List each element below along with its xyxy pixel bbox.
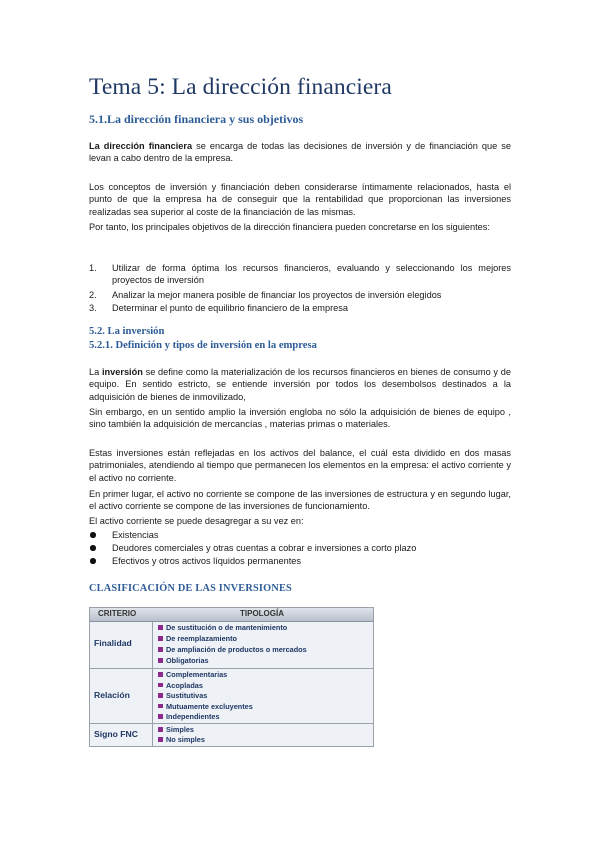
row-label: Signo FNC	[94, 729, 138, 739]
table-row-relacion	[90, 669, 373, 724]
list-text: Determinar el punto de equilibrio financiero de la empresa	[112, 303, 348, 313]
bullet-text: Deudores comerciales y otras cuentas a cobrar e inversiones a corto plazo	[112, 543, 417, 553]
item-text: Complementarias	[166, 670, 228, 679]
square-bullet-icon	[158, 647, 163, 652]
paragraph-text: se define como la materialización de los recursos financieros en bienes de consumo y de equipo. En sentido estricto, se entiende inversión por todos los desembolsos destinados a la adquisición de bienes de inmovilizado,	[89, 367, 511, 402]
table-row-finalidad	[90, 622, 373, 669]
square-bullet-icon	[158, 714, 163, 719]
row-items	[152, 669, 374, 723]
page-title: Tema 5: La dirección financiera	[89, 74, 392, 100]
item-text: Acopladas	[166, 680, 203, 690]
paragraph-text: se encarga de todas las decisiones de inversión y de financiación que se levan a cabo dentro de la empresa.	[89, 141, 511, 164]
bold-term: La dirección financiera	[89, 141, 193, 151]
paragraph-objetivos-intro: Por tanto, los principales objetivos de la dirección financiera pueden concretarse en los siguientes:	[89, 222, 490, 232]
bullet-icon	[90, 558, 96, 564]
item-text: Obligatorias	[166, 656, 209, 665]
square-bullet-icon	[158, 727, 163, 732]
square-bullet-icon	[158, 625, 163, 630]
classification-table	[89, 607, 374, 747]
square-bullet-icon	[158, 693, 163, 698]
bullet-text: Efectivos y otros activos líquidos permanentes	[112, 556, 301, 566]
item-text: De reemplazamiento	[166, 634, 237, 643]
paragraph-sentido-amplio: Sin embargo, en un sentido amplio la inversión engloba no sólo la adquisición de bienes de equipo , sino también la adquisición de mercancías , materias primas o materiales.	[89, 407, 511, 430]
item-text: De sustitución o de mantenimiento	[166, 623, 288, 632]
list-item	[89, 262, 511, 288]
bullet-text: Existencias	[112, 530, 159, 540]
list-item	[89, 289, 511, 302]
square-bullet-icon	[158, 737, 163, 742]
square-bullet-icon	[158, 704, 163, 709]
row-items	[152, 622, 374, 668]
paragraph-text: La	[89, 367, 102, 377]
bullet-icon	[90, 532, 96, 538]
row-items	[152, 724, 374, 746]
list-number: 3.	[89, 303, 97, 313]
square-bullet-icon	[158, 658, 163, 663]
item-text: Sustitutivas	[166, 691, 208, 700]
item-text: De ampliación de productos o mercados	[166, 645, 307, 654]
paragraph-direccion-financiera	[89, 140, 511, 165]
column-header-tipologia: TIPOLOGÍA	[240, 609, 284, 618]
bullet-icon	[90, 545, 96, 551]
section-heading-5-2: 5.2. La inversión	[89, 326, 165, 337]
table-header	[90, 608, 373, 622]
paragraph-activo-no-corriente: En primer lugar, el activo no corriente se compone de las inversiones de estructura y en segundo lugar, el activo corriente se compone de las inversiones de funcionamiento.	[89, 489, 511, 512]
paragraph-inversion-def	[89, 366, 511, 403]
table-row-signo-fnc	[90, 724, 373, 746]
table-title: CLASIFICACIÓN DE LAS INVERSIONES	[89, 583, 292, 594]
list-item	[89, 302, 511, 315]
list-number: 2.	[89, 290, 97, 300]
subsection-heading-5-2-1: 5.2.1. Definición y tipos de inversión en la empresa	[89, 340, 317, 351]
bold-term: inversión	[101, 367, 143, 377]
row-label: Finalidad	[94, 638, 132, 648]
paragraph-conceptos: Los conceptos de inversión y financiación deben considerarse íntimamente relacionados, hasta el punto de que la empresa ha de conseguir que la rentabilidad que proporcionan las inversiones realizadas sea superior al coste de la financiación de las mismas.	[89, 182, 511, 217]
paragraph-activo-corriente: El activo corriente se puede desagregar a su vez en:	[89, 516, 304, 526]
item-text: Simples	[166, 725, 194, 734]
item-text: Mutuamente excluyentes	[166, 701, 253, 711]
item-text: Independientes	[166, 712, 220, 721]
list-number: 1.	[89, 263, 97, 273]
column-header-criterio: CRITERIO	[98, 609, 137, 618]
square-bullet-icon	[158, 672, 163, 677]
item-text: No simples	[166, 735, 205, 744]
list-text: Analizar la mejor manera posible de financiar los proyectos de inversión elegidos	[112, 290, 442, 300]
section-heading-5-1: 5.1.La dirección financiera y sus objetivos	[89, 112, 304, 126]
list-text: Utilizar de forma óptima los recursos financieros, evaluando y seleccionando los mejores proyectos de inversión	[112, 263, 511, 286]
paragraph-activos-balance: Estas inversiones están reflejadas en los activos del balance, el cuál esta dividido en dos masas patrimoniales, atendiendo al tiempo que permanecen los elementos en la empresa: el activo corriente y el activo no corriente.	[89, 448, 511, 483]
square-bullet-icon	[158, 636, 163, 641]
row-label: Relación	[94, 690, 130, 700]
square-bullet-icon	[158, 683, 163, 688]
